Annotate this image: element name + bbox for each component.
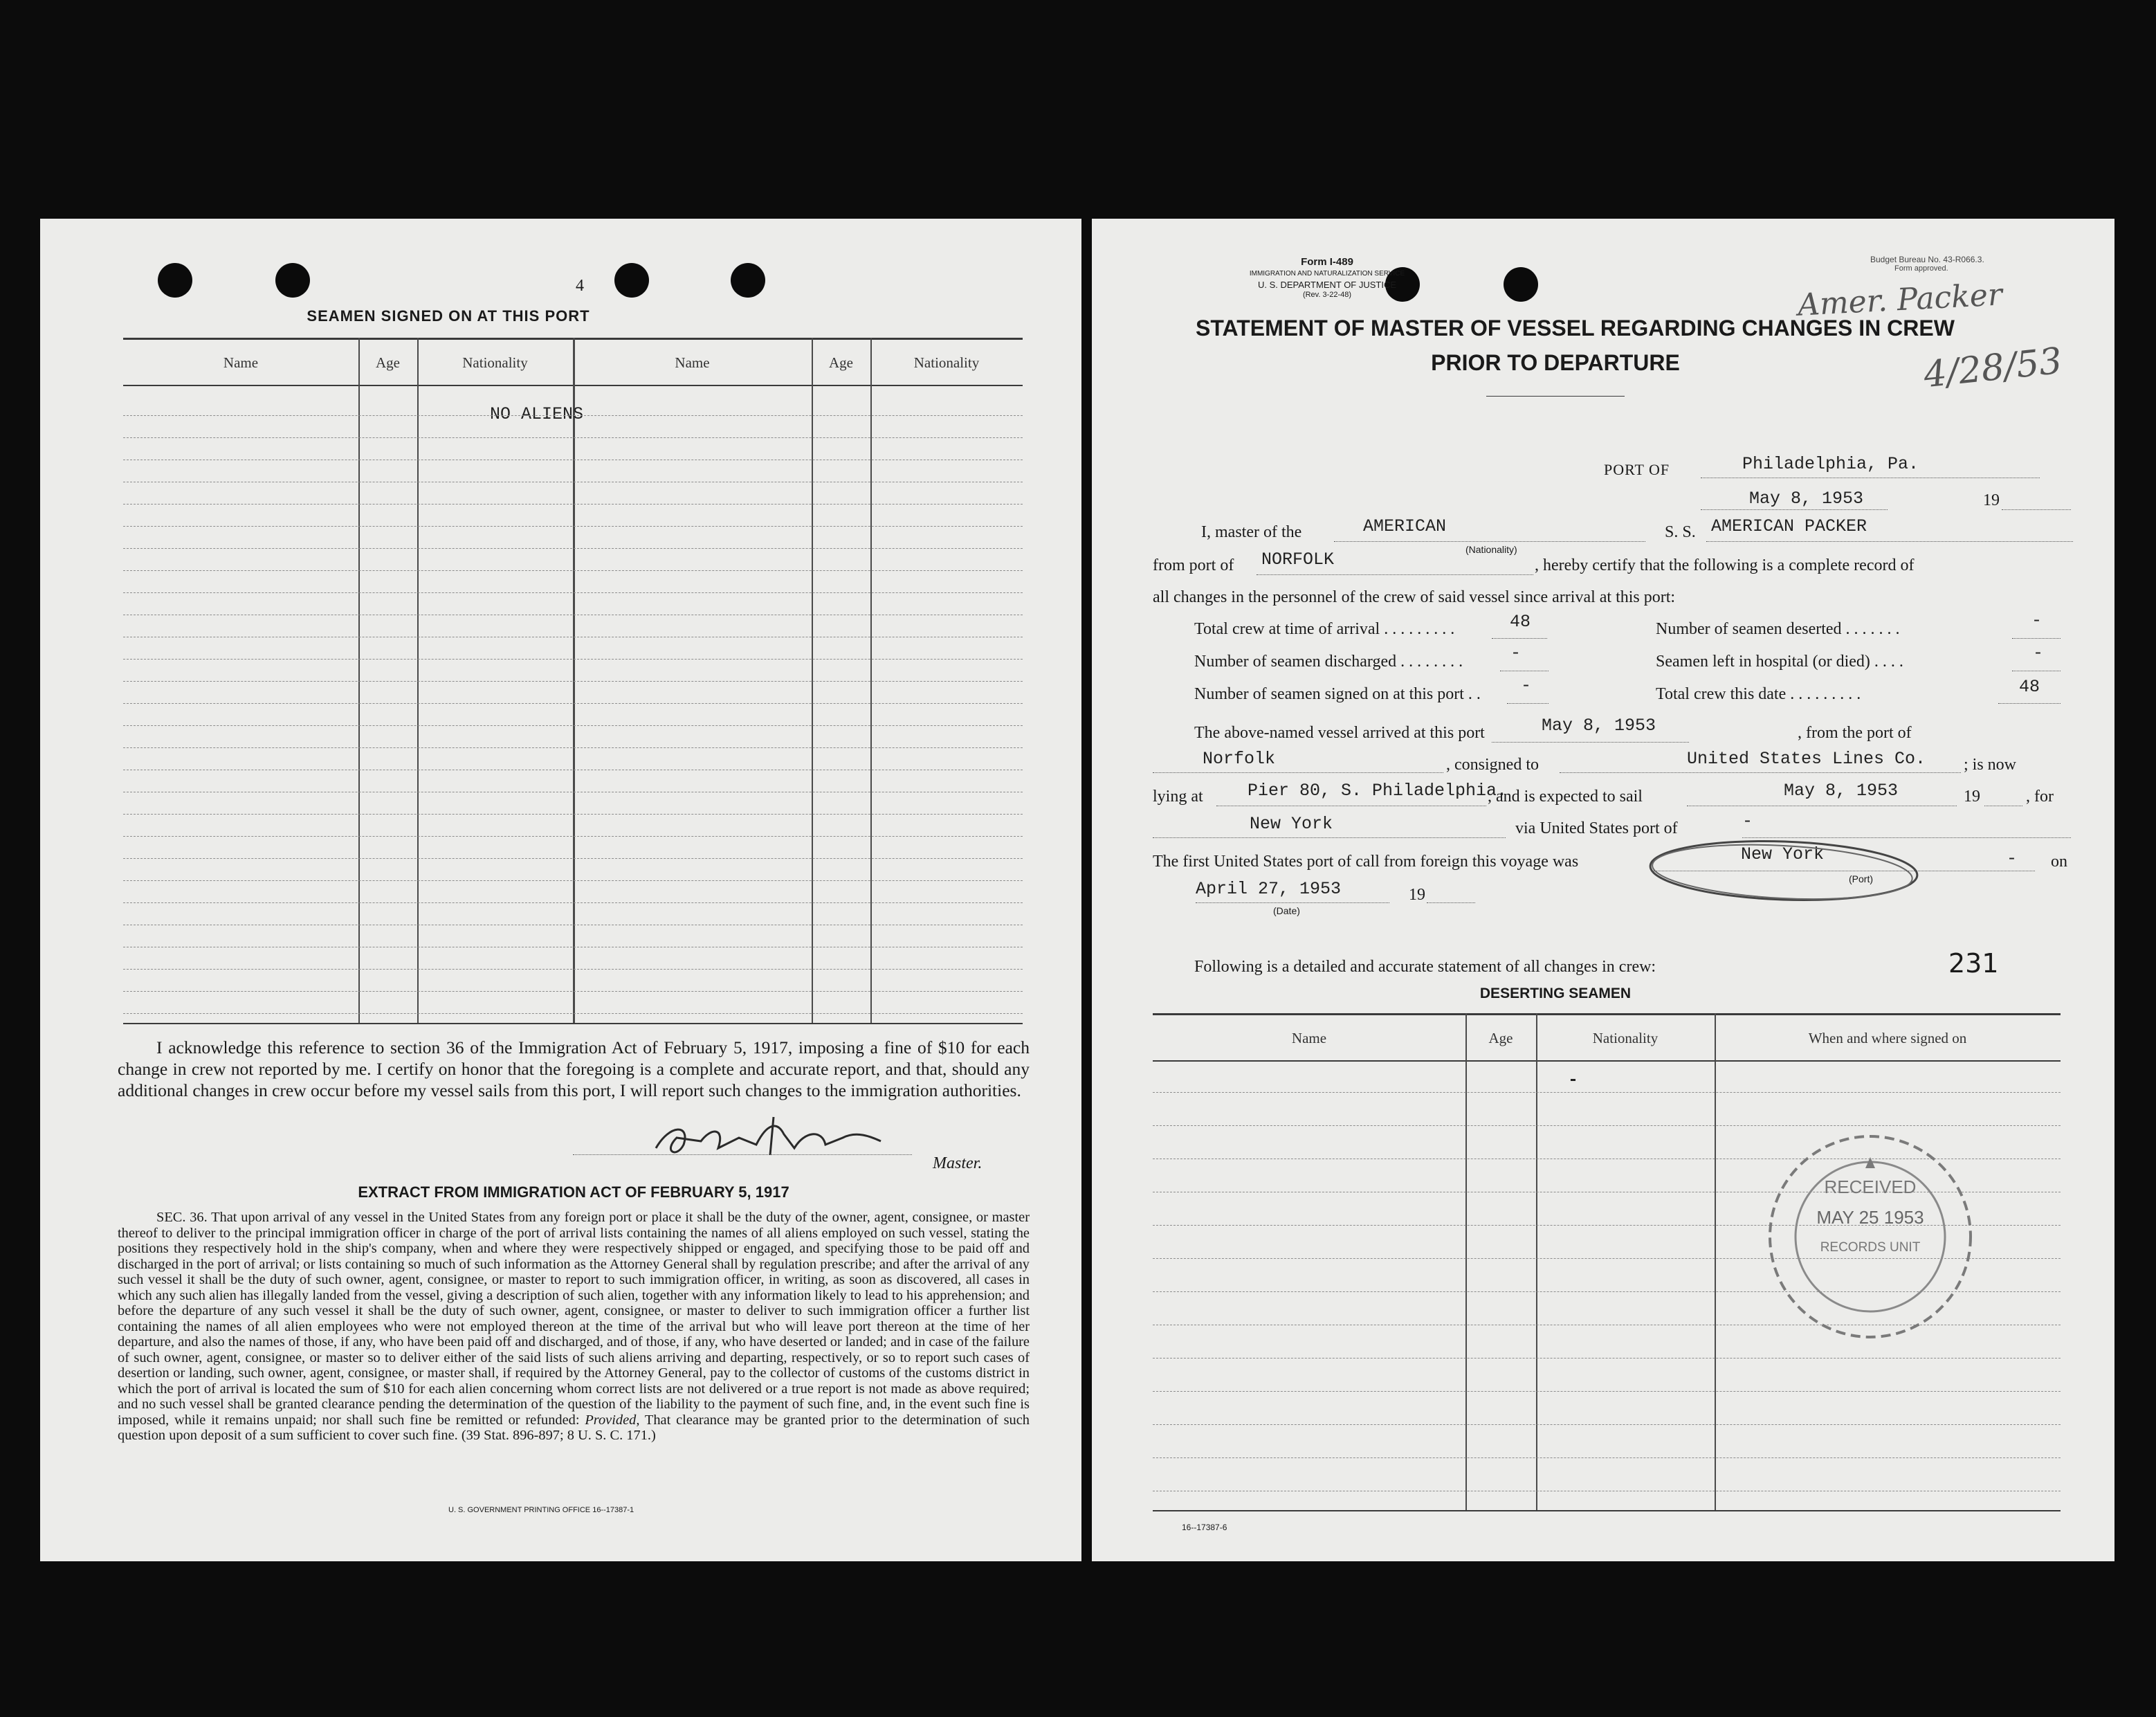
- master-signature: [635, 1110, 926, 1165]
- arrived-label: The above-named vessel arrived at this port: [1194, 724, 1485, 742]
- table-row: [1153, 1358, 2061, 1359]
- nationality-caption: (Nationality): [1465, 544, 1517, 555]
- table-row: [123, 814, 1023, 815]
- table-row: [123, 902, 1023, 903]
- extract-tail: That clearance may be granted prior to the determination of such question upon deposit of a sum sufficient to cover such fine. (39 Stat. 896-897; 8 U. S. C. 171.): [118, 1412, 1030, 1443]
- expected-label: , and is expected to sail: [1488, 788, 1643, 806]
- table-row: [123, 570, 1023, 571]
- on-label: on: [2051, 853, 2067, 871]
- agency-line2: U. S. DEPARTMENT OF JUSTICE: [1257, 280, 1397, 290]
- first-port-value: New York: [1741, 844, 1825, 864]
- table-row: [123, 415, 1023, 416]
- col-header-name: Name: [223, 354, 259, 371]
- col-header-nationality: Nationality: [462, 354, 528, 371]
- punch-hole: [158, 263, 192, 298]
- total-crew-date-value: 48: [2019, 677, 2040, 697]
- page-number: 4: [576, 277, 584, 295]
- handwritten-name: Amer. Packer: [1796, 277, 2004, 323]
- table-row: [123, 725, 1023, 726]
- from-port-label: from port of: [1153, 556, 1234, 574]
- stamp-received: RECEIVED: [1824, 1177, 1917, 1197]
- col-header-age: Age: [1488, 1030, 1513, 1046]
- table-row: [123, 437, 1023, 438]
- handwritten-date: 4/28/53: [1921, 340, 2065, 397]
- year-prefix: 19: [1409, 886, 1425, 904]
- stamp-unit: RECORDS UNIT: [1820, 1240, 1921, 1255]
- year-prefix: 19: [1964, 788, 1980, 806]
- budget-line1: Budget Bureau No. 43-R066.3.: [1870, 255, 1984, 264]
- table-row: [1153, 1391, 2061, 1392]
- for-label: , for: [2026, 788, 2054, 806]
- stamp-date: MAY 25 1953: [1816, 1207, 1924, 1228]
- page-stamp-number: 231: [1948, 948, 1999, 979]
- total-crew-date-label: Total crew this date . . . . . . . . .: [1656, 685, 1861, 703]
- col-header-nationality: Nationality: [1592, 1030, 1659, 1046]
- col-header-age: Age: [829, 354, 853, 371]
- from-the-port-of-label: , from the port of: [1798, 724, 1912, 742]
- table-row: [1153, 1457, 2061, 1458]
- first-port-date-value: April 27, 1953: [1196, 879, 1342, 899]
- is-now-label: ; is now: [1964, 756, 2017, 774]
- revision: (Rev. 3-22-48): [1302, 291, 1352, 299]
- form-number: Form I-489: [1301, 256, 1353, 268]
- agency-line1: IMMIGRATION AND NATURALIZATION SERVICE: [1249, 270, 1405, 278]
- table-row: [123, 880, 1023, 881]
- via-value: -: [1742, 811, 1753, 831]
- certify-text: , hereby certify that the following is a complete record of: [1535, 556, 1915, 574]
- table-row: [123, 836, 1023, 837]
- signed-on-label: Number of seamen signed on at this port . .: [1194, 685, 1481, 703]
- table-row: [123, 747, 1023, 748]
- table-row: [123, 548, 1023, 549]
- from-port-value: NORFOLK: [1261, 549, 1335, 570]
- table-row: [123, 659, 1023, 660]
- nationality-value: AMERICAN: [1363, 516, 1447, 536]
- via-label: via United States port of: [1515, 819, 1678, 837]
- first-port-label: The first United States port of call from foreign this voyage was: [1153, 853, 1579, 871]
- master-label: Master.: [933, 1154, 983, 1172]
- year-prefix: 19: [1983, 491, 2000, 509]
- printing-office: U. S. GOVERNMENT PRINTING OFFICE 16--17387-1: [448, 1506, 634, 1514]
- table-row: [123, 1013, 1023, 1014]
- deserting-entry: -: [1568, 1070, 1579, 1090]
- table-row: [1153, 1125, 2061, 1126]
- col-header-name: Name: [675, 354, 710, 371]
- left-page: [40, 219, 1081, 1561]
- col-header-name: Name: [1291, 1030, 1327, 1046]
- table-row: [123, 592, 1023, 593]
- table-row: [123, 969, 1023, 970]
- table-row: [123, 681, 1023, 682]
- master-of-the-label: I, master of the: [1201, 523, 1302, 541]
- circled-port-mark: [1645, 836, 1922, 905]
- table-row: [123, 858, 1023, 859]
- punch-hole: [275, 263, 310, 298]
- form-subtitle: PRIOR TO DEPARTURE: [1431, 350, 1680, 375]
- all-changes-text: all changes in the personnel of the crew of said vessel since arrival at this port:: [1153, 588, 1676, 606]
- deserted-value: -: [2031, 610, 2043, 630]
- port-of-value: Philadelphia, Pa.: [1742, 454, 1919, 474]
- signed-on-value: -: [1521, 675, 1532, 696]
- extract-text: [118, 1210, 1030, 1444]
- budget-line2: Form approved.: [1894, 264, 1948, 273]
- date-value: May 8, 1953: [1749, 489, 1864, 509]
- lying-at-value: Pier 80, S. Philadelphia.: [1248, 781, 1508, 801]
- table-row: [1153, 1424, 2061, 1425]
- extract-proviso: Provided,: [585, 1412, 640, 1428]
- consigned-value: United States Lines Co.: [1687, 749, 1926, 769]
- table-row: [123, 703, 1023, 704]
- received-stamp: [1763, 1129, 1977, 1344]
- punch-hole: [614, 263, 649, 298]
- punch-hole: [1504, 267, 1538, 302]
- table-row: [123, 526, 1023, 527]
- discharged-value: -: [1510, 643, 1522, 663]
- sail-date-value: May 8, 1953: [1784, 781, 1899, 801]
- vessel-name: AMERICAN PACKER: [1711, 516, 1867, 536]
- discharged-label: Number of seamen discharged . . . . . . . .: [1194, 653, 1463, 671]
- extract-body: That upon arrival of any vessel in the United States from any foreign port or place it shall be the duty of the owner, agent, consignee, or master thereof to deliver to the principal immigration officer in charge of the port of arrival lists containing the names of all aliens employed on such vessel, stating the positions they respectively hold in the ship's company, when and where they were respectively shipped or engaged, and specifying those to be paid off and discharged in the port of arrival; or lists containing so much of such information as the Attorney General shall by regulation prescribe; and after the arrival of any such vessel it shall be the duty of such owner, agent, consignee, or master to report to such immigration officer, in writing, as soon as discovered, all cases in which any such alien has illegally landed from the vessel, giving a description of such alien, together with any information likely to lead to his apprehension; and before the departure of any such vessel it shall be the duty of such owner, agent, consignee, or master to deliver to such immigration officer a further list containing the names of all alien employees who were not employed thereon at the time of the arrival but who will leave port thereon at the time of her departure, and also the names of those, if any, who have been paid off and discharged, and of those, if any, who have deserted or landed; and in case of the failure of such owner, agent, consignee, or master so to deliver either of the said lists of such aliens arriving and departing, respectively, or so to report such cases of desertion or landing, such owner, agent, consignee, or master shall, if required by the Attorney General, pay to the collector of customs of the customs district in which the port of arrival is located the sum of $10 for each alien concerning whom correct lists are not delivered or a true report is not made as above required; and no such vessel shall be granted clearance pending the determination of the question of the liability to the payment of such fine, and, in the event such fine is imposed, while it remains unpaid; nor shall such fine be remitted or refunded:: [118, 1210, 1030, 1428]
- lying-at-label: lying at: [1153, 788, 1203, 806]
- arrived-value: May 8, 1953: [1542, 716, 1656, 736]
- following-text: Following is a detailed and accurate statement of all changes in crew:: [1194, 958, 1656, 976]
- extract-title: EXTRACT FROM IMMIGRATION ACT OF FEBRUARY 5, 1917: [358, 1183, 789, 1201]
- total-crew-arrival-label: Total crew at time of arrival . . . . . . . . .: [1194, 620, 1455, 638]
- ss-label: S. S.: [1665, 523, 1696, 541]
- col-header-signed-on: When and where signed on: [1808, 1030, 1967, 1046]
- port-of-label: PORT OF: [1604, 461, 1670, 478]
- date-caption: (Date): [1273, 905, 1300, 916]
- col-header-age: Age: [376, 354, 400, 371]
- form-title: STATEMENT OF MASTER OF VESSEL REGARDING CHANGES IN CREW: [1196, 316, 1955, 340]
- right-page: [1092, 219, 2114, 1561]
- port-caption: (Port): [1849, 873, 1873, 884]
- total-crew-arrival-value: 48: [1510, 612, 1531, 632]
- no-aliens-entry: NO ALIENS: [490, 404, 584, 424]
- hospital-label: Seamen left in hospital (or died) . . . .: [1656, 653, 1903, 671]
- arrived-from-value: Norfolk: [1203, 749, 1276, 769]
- hospital-value: -: [2033, 643, 2044, 663]
- acknowledgment-text: I acknowledge this reference to section 36 of the Immigration Act of February 5, 1917, imposing a fine of $10 for each change in crew not reported by me. I certify on honor that the foregoing is a complete and accurate report, and that, should any additional changes in crew occur before my vessel sails from this port, I will report such changes to the immigration authorities.: [118, 1037, 1030, 1100]
- table-row: [123, 504, 1023, 505]
- destination-value: New York: [1250, 814, 1333, 834]
- section-title: SEAMEN SIGNED ON AT THIS PORT: [307, 307, 590, 325]
- consigned-label: , consigned to: [1446, 756, 1539, 774]
- table-row: [1153, 1092, 2061, 1093]
- extract-sec: SEC. 36.: [156, 1210, 208, 1225]
- deserting-title: DESERTING SEAMEN: [1479, 985, 1632, 1001]
- col-header-nationality: Nationality: [913, 354, 980, 371]
- first-port-dash: -: [2007, 848, 2018, 869]
- form-code: 16--17387-6: [1182, 1523, 1227, 1532]
- table-row: [123, 991, 1023, 992]
- punch-hole: [731, 263, 765, 298]
- deserted-label: Number of seamen deserted . . . . . . .: [1656, 620, 1900, 638]
